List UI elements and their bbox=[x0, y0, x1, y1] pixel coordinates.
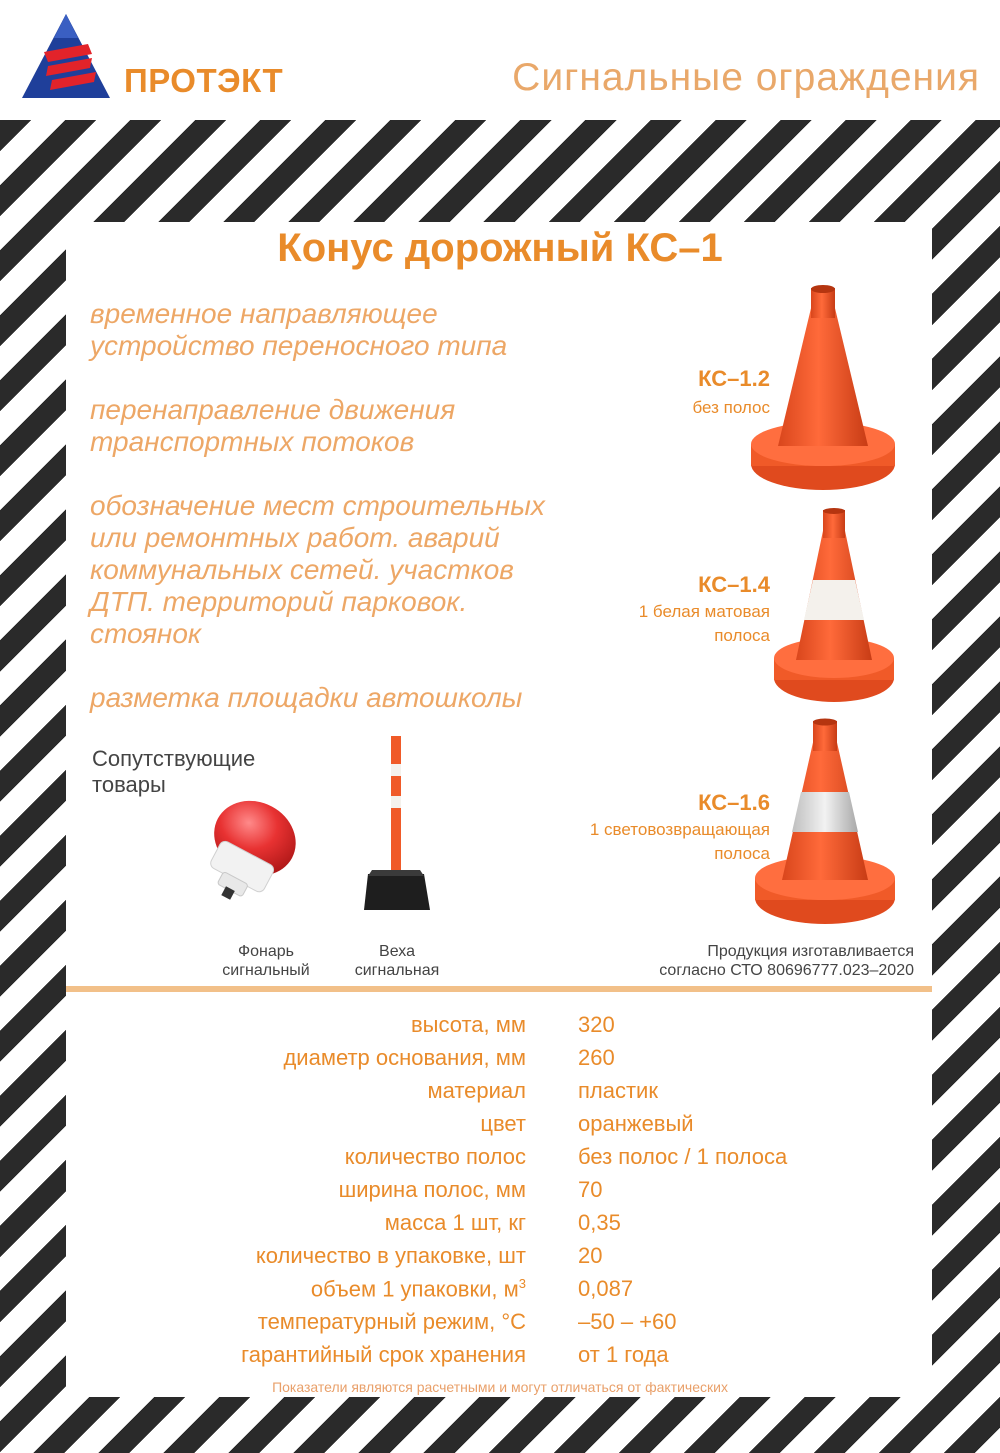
spec-label: температурный режим, °С bbox=[257, 1309, 526, 1334]
product-title: Конус дорожный КС–1 bbox=[277, 226, 723, 270]
spec-value: 20 bbox=[578, 1243, 603, 1268]
related-item-caption bbox=[196, 942, 336, 980]
spec-label: цвет bbox=[480, 1111, 526, 1136]
variant-name: КС–1.2 bbox=[698, 366, 770, 391]
certification-line: согласно СТО 80696777.023–2020 bbox=[659, 962, 914, 979]
footnote: Показатели являются расчетными и могут отличаться от фактических bbox=[272, 1379, 728, 1395]
spec-value: 70 bbox=[578, 1177, 603, 1202]
spec-row bbox=[66, 1340, 932, 1373]
category-title: Сигнальные ограждения bbox=[512, 56, 980, 99]
variant-note-line: полоса bbox=[714, 626, 770, 645]
section-divider bbox=[66, 986, 932, 992]
caption-line: сигнальный bbox=[222, 962, 310, 979]
spec-label: масса 1 шт, кг bbox=[384, 1210, 526, 1235]
spec-value: 0,087 bbox=[578, 1276, 634, 1301]
protekt-logo-icon bbox=[18, 10, 114, 102]
related-item-caption bbox=[332, 942, 462, 980]
spec-row bbox=[66, 1241, 932, 1274]
spec-value: пластик bbox=[578, 1078, 658, 1103]
signal-lamp-icon bbox=[200, 800, 330, 912]
cone-ks-1-2-image bbox=[748, 284, 898, 496]
related-products-title bbox=[92, 746, 322, 798]
spec-value: 260 bbox=[578, 1045, 615, 1070]
caption-line: Веха bbox=[379, 943, 415, 960]
spec-label: количество в упаковке, шт bbox=[255, 1243, 526, 1268]
spec-label: диаметр основания, мм bbox=[283, 1045, 526, 1070]
spec-row bbox=[66, 1208, 932, 1241]
description-item: разметка площадки автошколы bbox=[90, 682, 523, 713]
spec-label-text: объем 1 упаковки, м bbox=[310, 1276, 519, 1302]
signal-post-icon bbox=[362, 734, 432, 914]
spec-row bbox=[66, 1010, 932, 1043]
variant-note bbox=[639, 600, 770, 648]
spec-row bbox=[66, 1274, 932, 1307]
variant-name: КС–1.4 bbox=[698, 572, 770, 597]
spec-label: гарантийный срок хранения bbox=[241, 1342, 526, 1367]
brand-name: ПРОТЭКТ bbox=[124, 62, 284, 99]
product-description bbox=[90, 298, 610, 746]
spec-value: 320 bbox=[578, 1012, 615, 1037]
variant-note-line: 1 световозвращающая bbox=[589, 820, 770, 839]
spec-value: от 1 года bbox=[578, 1342, 669, 1367]
spec-label: ширина полос, мм bbox=[338, 1177, 526, 1202]
variant-note-line: полоса bbox=[714, 844, 770, 863]
certification-note bbox=[554, 942, 914, 980]
description-item: перенаправление движения транспортных потоков bbox=[90, 394, 456, 457]
description-item: временное направляющее устройство переносного типа bbox=[90, 298, 508, 361]
spec-label: материал bbox=[427, 1078, 526, 1103]
spec-label: высота, мм bbox=[410, 1012, 526, 1037]
header bbox=[0, 0, 1000, 120]
caption-line: сигнальная bbox=[354, 962, 440, 979]
spec-value: без полос / 1 полоса bbox=[578, 1144, 788, 1169]
spec-row bbox=[66, 1043, 932, 1076]
specs-table bbox=[66, 1010, 932, 1373]
spec-label: количество полос bbox=[344, 1144, 526, 1169]
spec-value: оранжевый bbox=[578, 1111, 694, 1136]
description-item: обозначение мест строительных или ремонтных работ. аварий коммунальных сетей. участков ДТП. территорий парковок. стоянок bbox=[90, 490, 545, 649]
spec-label bbox=[311, 1276, 526, 1302]
variant-note-line: 1 белая матовая bbox=[638, 602, 770, 621]
variant-name: КС–1.6 bbox=[698, 790, 770, 815]
cone-ks-1-6-image bbox=[752, 718, 898, 928]
related-title-line: товары bbox=[92, 772, 166, 797]
certification-line: Продукция изготавливается bbox=[707, 943, 914, 960]
spec-row bbox=[66, 1076, 932, 1109]
spec-row bbox=[66, 1175, 932, 1208]
spec-row bbox=[66, 1109, 932, 1142]
spec-value: –50 – +60 bbox=[578, 1309, 677, 1334]
spec-value: 0,35 bbox=[578, 1210, 621, 1235]
spec-row bbox=[66, 1142, 932, 1175]
caption-line: Фонарь bbox=[237, 943, 295, 960]
related-title-line: Сопутствующие bbox=[92, 746, 256, 771]
variant-note: без полос bbox=[692, 398, 770, 417]
variant-note bbox=[590, 818, 770, 866]
spec-label-sup: 3 bbox=[518, 1276, 526, 1291]
cone-ks-1-4-image bbox=[772, 508, 896, 706]
spec-row bbox=[66, 1307, 932, 1340]
